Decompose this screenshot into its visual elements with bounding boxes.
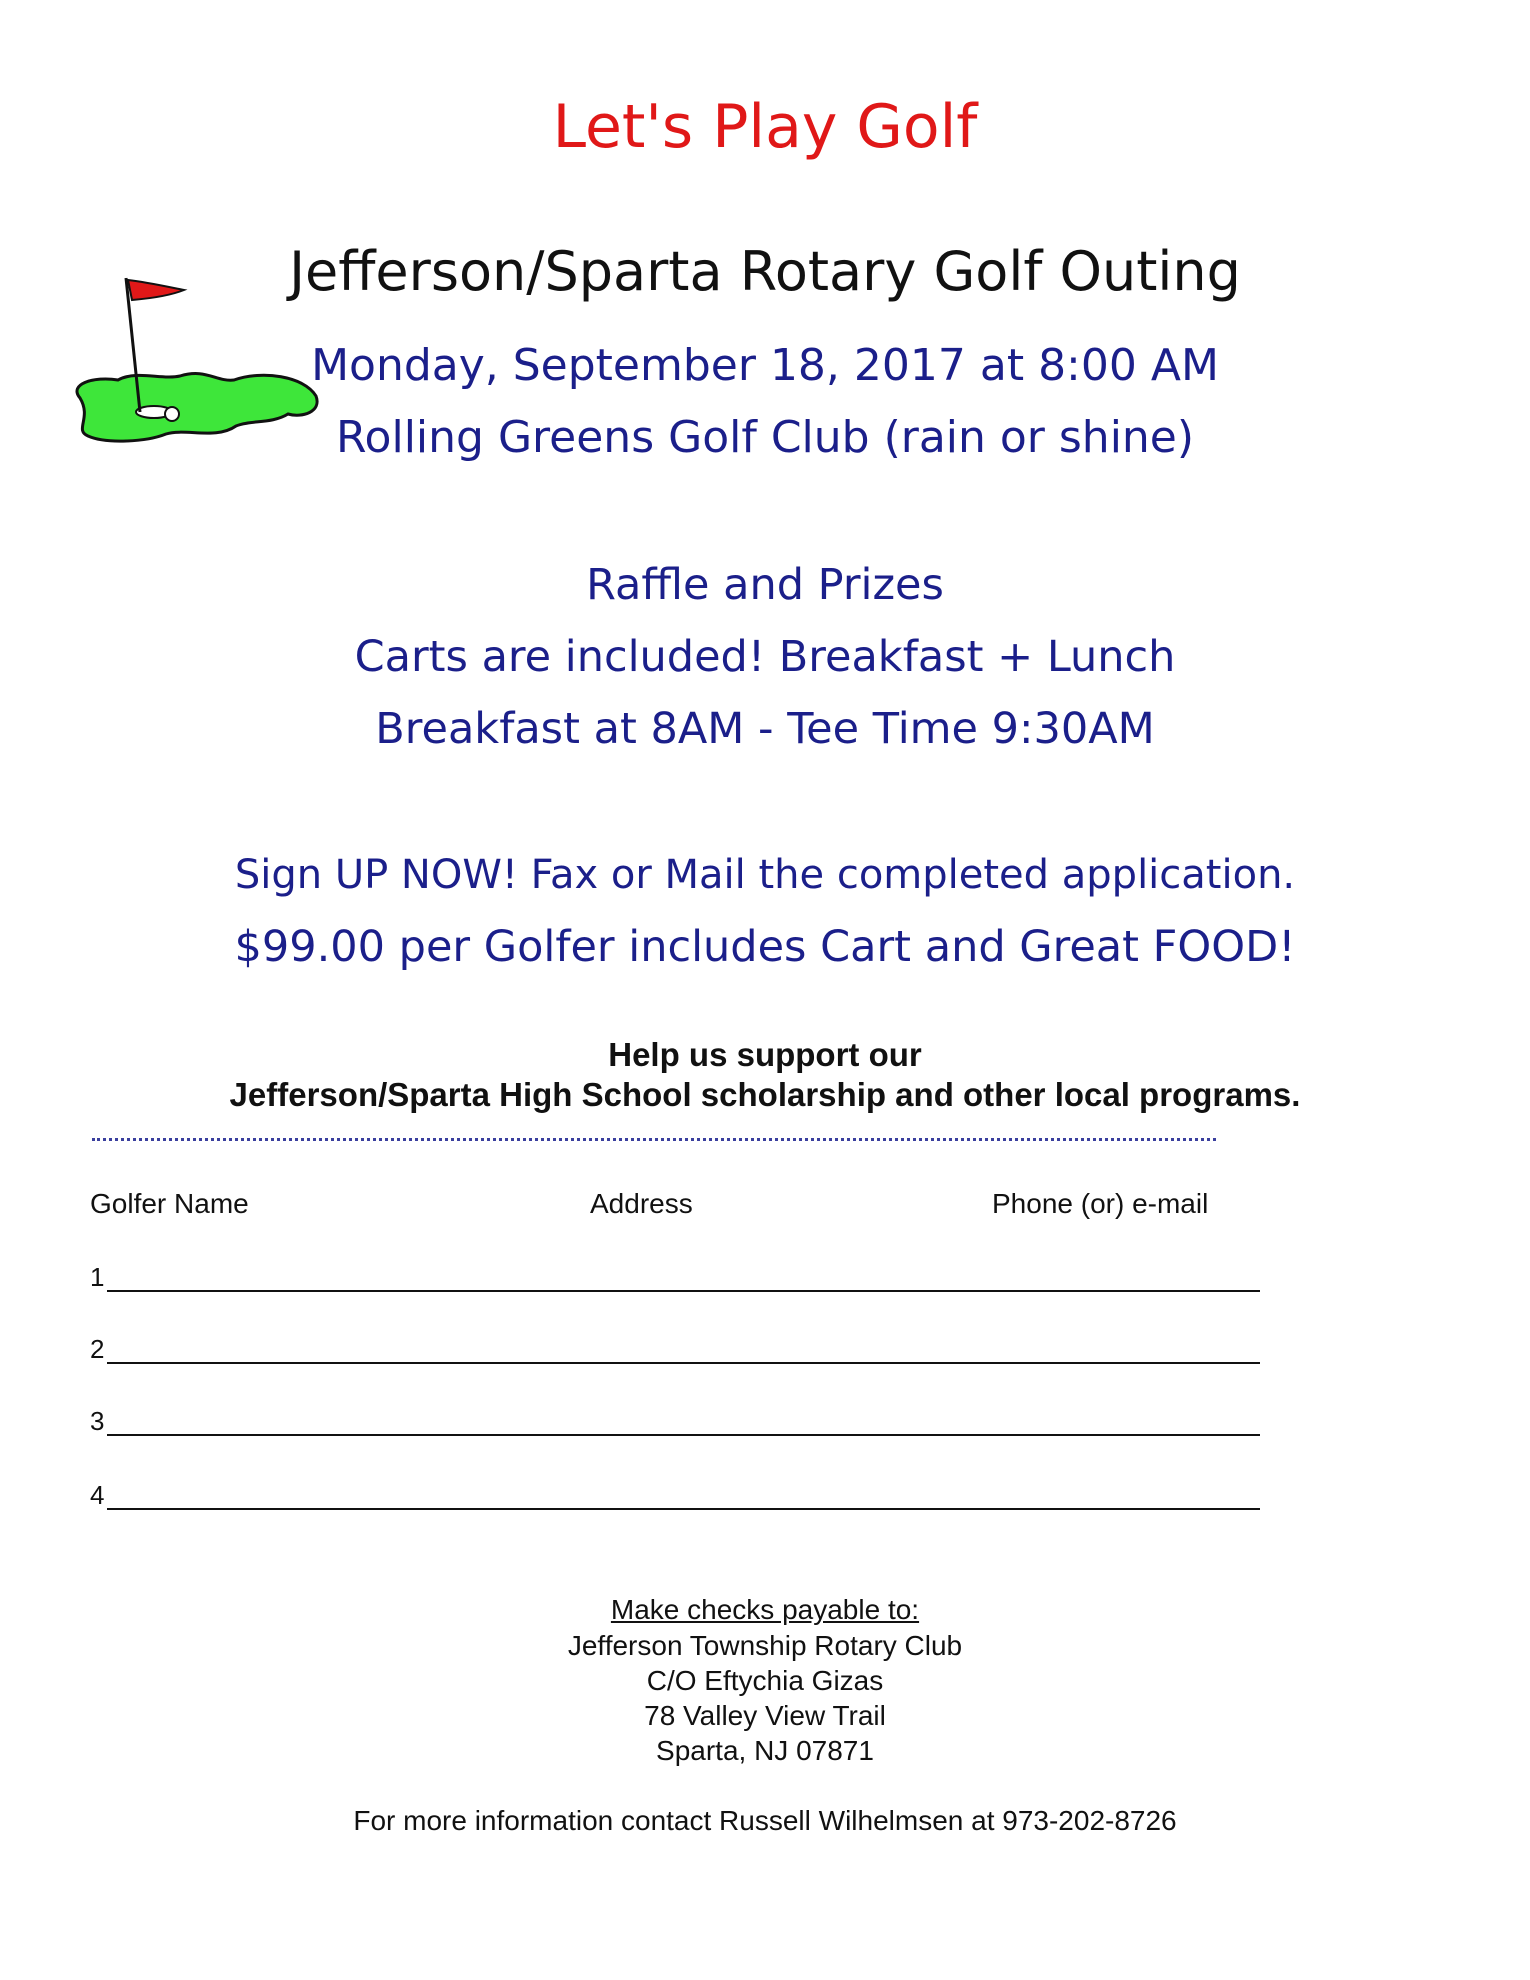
support-heading-line-1: Help us support our — [608, 1036, 922, 1073]
form-row-number: 1 — [90, 1262, 105, 1292]
contact-info: For more information contact Russell Wilhelmsen at 973-202-8726 — [353, 1805, 1177, 1836]
carts-line: Carts are included! Breakfast + Lunch — [354, 632, 1176, 682]
form-entry-line[interactable] — [107, 1290, 1260, 1292]
form-row-number: 3 — [90, 1406, 105, 1436]
care-of-line: C/O Eftychia Gizas — [646, 1665, 884, 1696]
event-name: Jefferson/Sparta Rotary Golf Outing — [289, 240, 1241, 303]
payable-heading: Make checks payable to: — [610, 1594, 920, 1625]
payee-name: Jefferson Township Rotary Club — [567, 1630, 963, 1661]
cut-line-divider — [92, 1138, 1216, 1141]
event-date-time: Monday, September 18, 2017 at 8:00 AM — [311, 340, 1219, 391]
schedule-line: Breakfast at 8AM - Tee Time 9:30AM — [375, 704, 1155, 754]
city-state-zip: Sparta, NJ 07871 — [656, 1735, 874, 1766]
contact-header: Phone (or) e-mail — [992, 1188, 1209, 1219]
price-line: $99.00 per Golfer includes Cart and Great FOOD! — [234, 922, 1296, 972]
form-entry-line[interactable] — [107, 1362, 1260, 1364]
signup-line: Sign UP NOW! Fax or Mail the completed application. — [234, 852, 1296, 898]
raffle-line: Raffle and Prizes — [586, 560, 944, 610]
flyer-title: Let's Play Golf — [552, 92, 978, 162]
form-entry-line[interactable] — [107, 1508, 1260, 1510]
form-entry-line[interactable] — [107, 1434, 1260, 1436]
event-venue: Rolling Greens Golf Club (rain or shine) — [335, 412, 1195, 463]
support-heading-line-2: Jefferson/Sparta High School scholarship and other local programs. — [229, 1076, 1301, 1113]
form-row-number: 2 — [90, 1334, 105, 1364]
street-address: 78 Valley View Trail — [644, 1700, 886, 1731]
address-header: Address — [590, 1188, 693, 1219]
golfer-name-header: Golfer Name — [90, 1188, 249, 1219]
form-row-number: 4 — [90, 1480, 105, 1510]
